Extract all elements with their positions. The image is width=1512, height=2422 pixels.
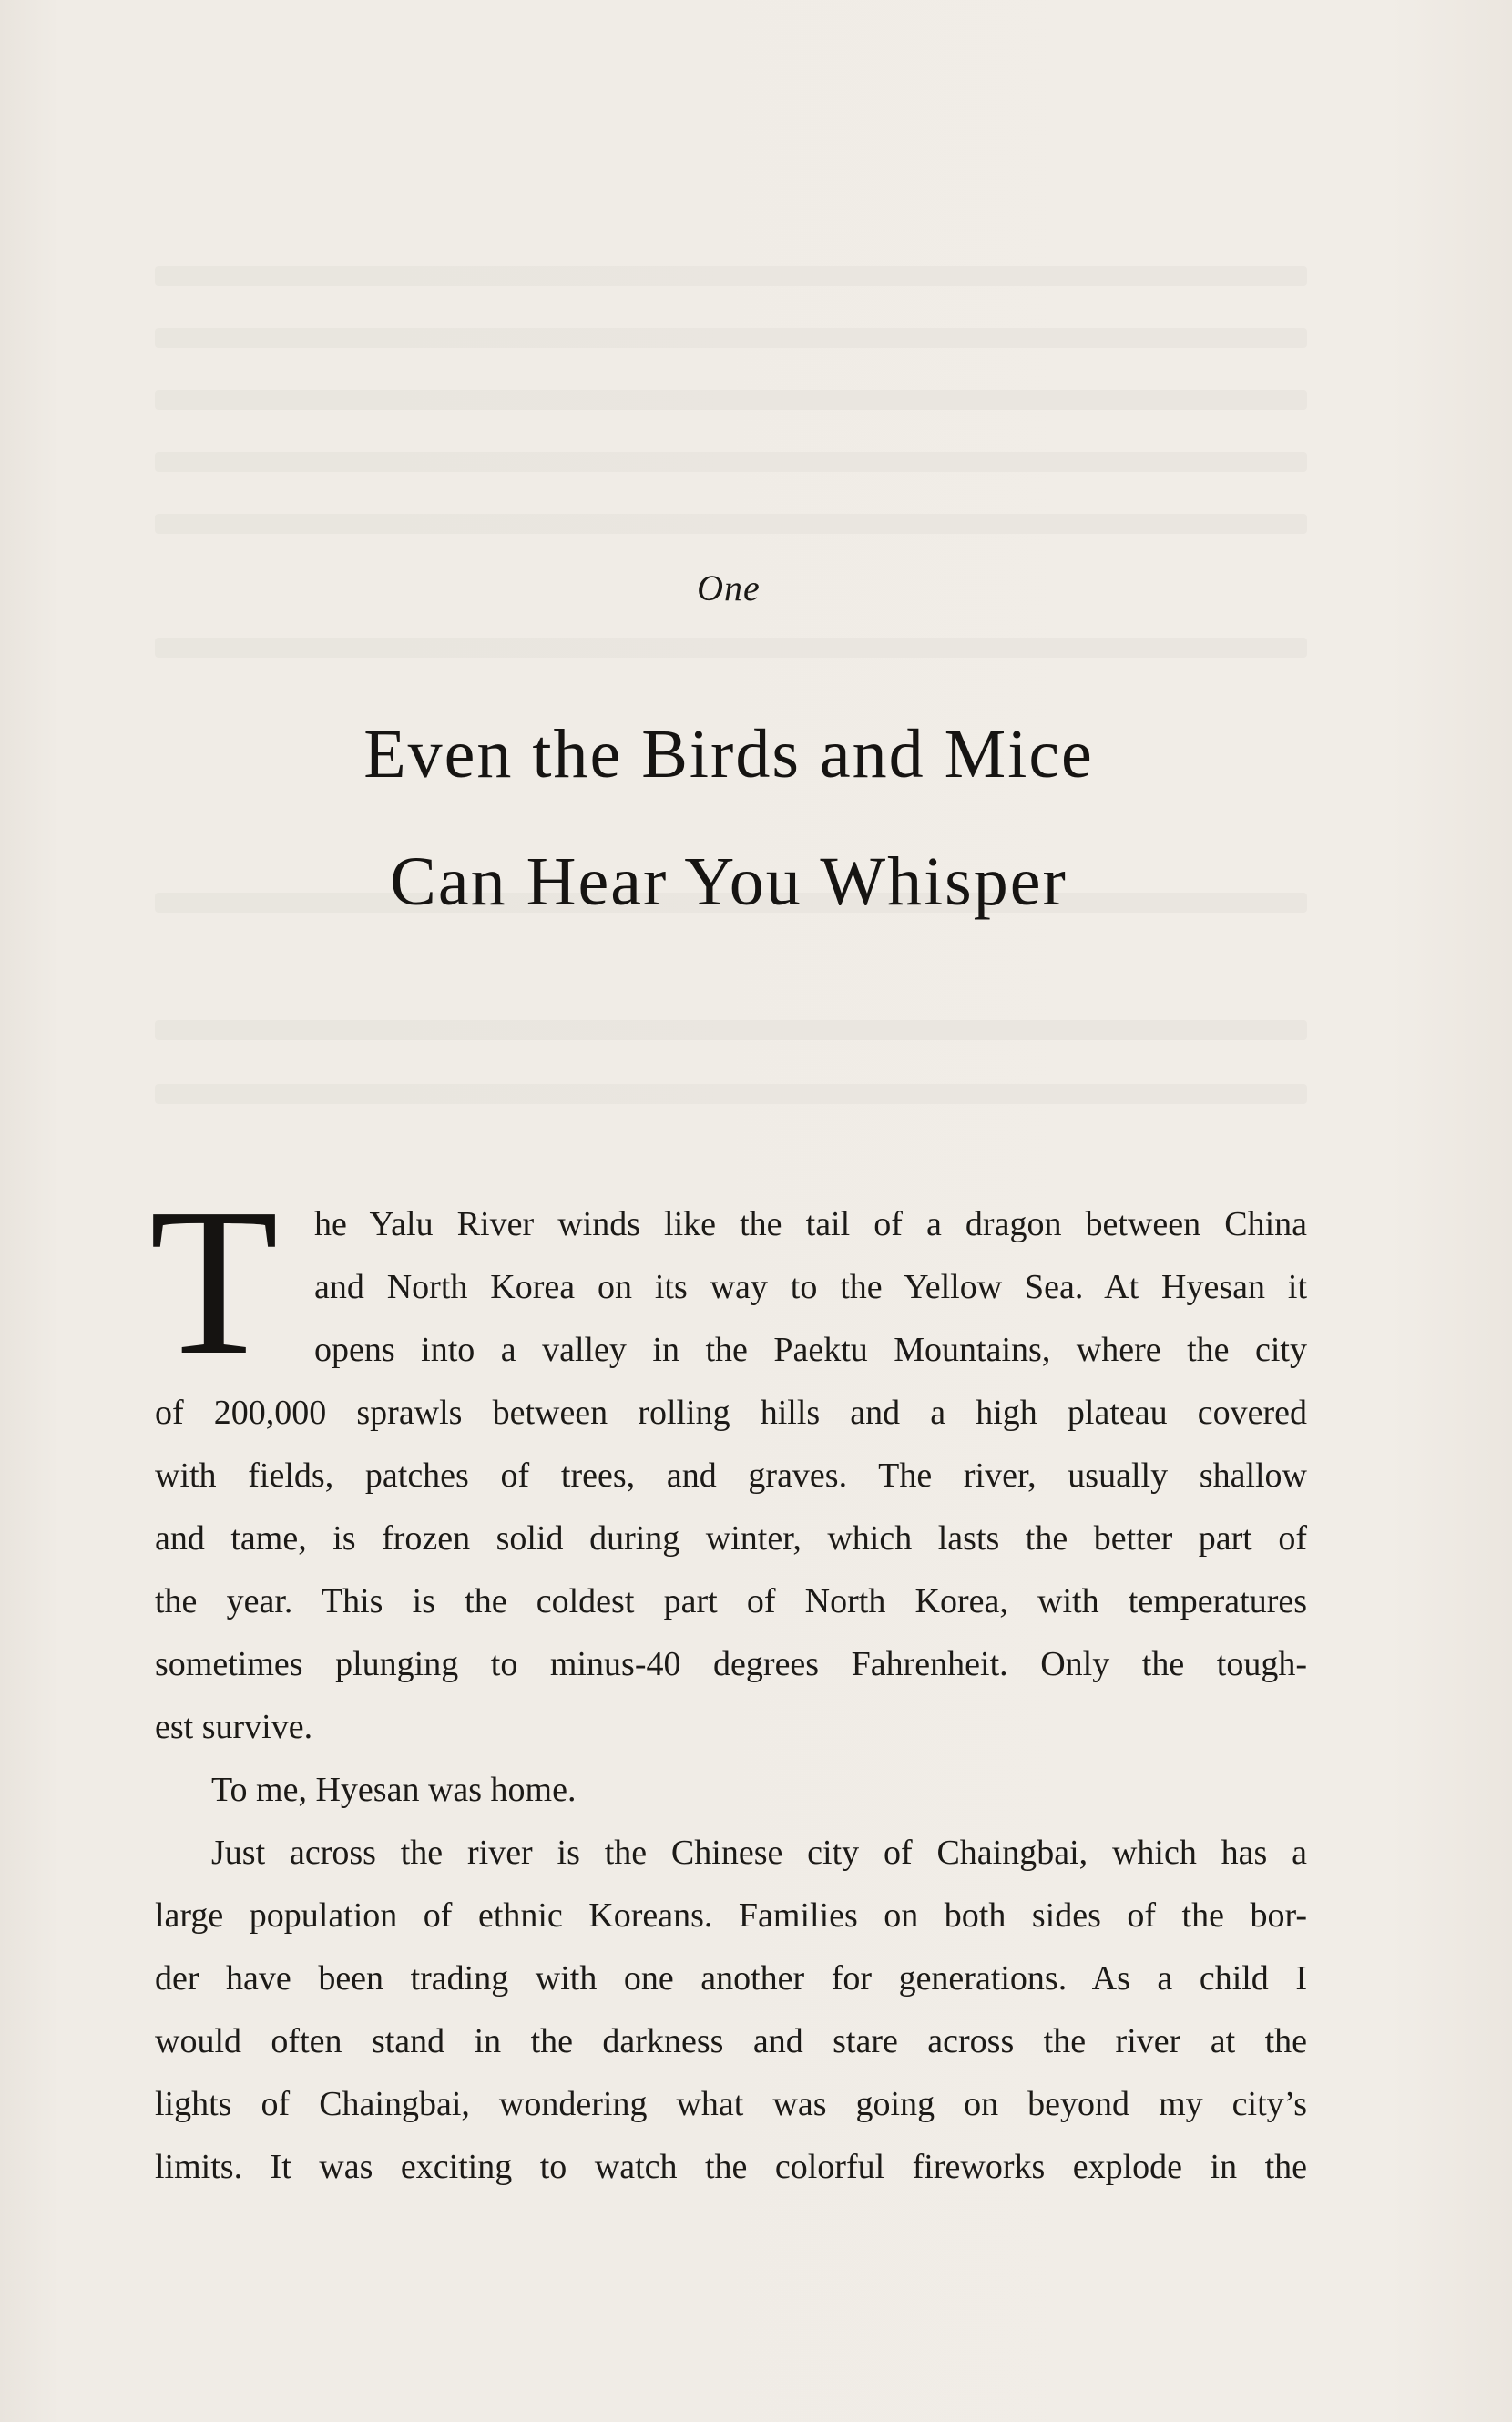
- body-line: lights of Chaingbai, wondering what was going on beyond my city’s: [155, 2085, 1307, 2123]
- body-line: limits. It was exciting to watch the colorful fireworks explode in the: [155, 2148, 1307, 2186]
- body-line: sometimes plunging to minus-40 degrees Fahrenheit. Only the tough-: [155, 1645, 1307, 1683]
- bleed-through-line: [155, 328, 1307, 348]
- bleed-through-line: [155, 1020, 1307, 1040]
- body-line: would often stand in the darkness and stare across the river at the: [155, 2022, 1307, 2060]
- bleed-through-line: [155, 452, 1307, 472]
- bleed-through-line: [155, 266, 1307, 286]
- bleed-through-line: [155, 638, 1307, 658]
- body-line: opens into a valley in the Paektu Mountains, where the city: [314, 1331, 1307, 1369]
- chapter-number: One: [697, 567, 761, 608]
- body-line: Just across the river is the Chinese city of Chaingbai, which has a: [211, 1834, 1307, 1872]
- body-line: and North Korea on its way to the Yellow Sea. At Hyesan it: [314, 1268, 1307, 1306]
- chapter-title: [0, 690, 1457, 945]
- body-line: large population of ethnic Koreans. Families on both sides of the bor-: [155, 1896, 1307, 1935]
- body-line: To me, Hyesan was home.: [211, 1771, 577, 1809]
- chapter-title-line-2: Can Hear You Whisper: [390, 843, 1068, 920]
- chapter-title-line-1: Even the Birds and Mice: [363, 716, 1094, 792]
- body-line: der have been trading with one another for generations. As a child I: [155, 1959, 1307, 1998]
- body-line: he Yalu River winds like the tail of a dragon between China: [314, 1205, 1307, 1243]
- drop-cap: T: [149, 1165, 279, 1399]
- bleed-through-line: [155, 514, 1307, 534]
- bleed-through-line: [155, 1084, 1307, 1104]
- body-line: with fields, patches of trees, and graves. The river, usually shallow: [155, 1456, 1307, 1495]
- body-line: and tame, is frozen solid during winter, which lasts the better part of: [155, 1519, 1307, 1558]
- body-line: the year. This is the coldest part of North Korea, with temperatures: [155, 1582, 1307, 1620]
- bleed-through-line: [155, 390, 1307, 410]
- body-line: of 200,000 sprawls between rolling hills and a high plateau covered: [155, 1394, 1307, 1432]
- body-line: est survive.: [155, 1708, 313, 1746]
